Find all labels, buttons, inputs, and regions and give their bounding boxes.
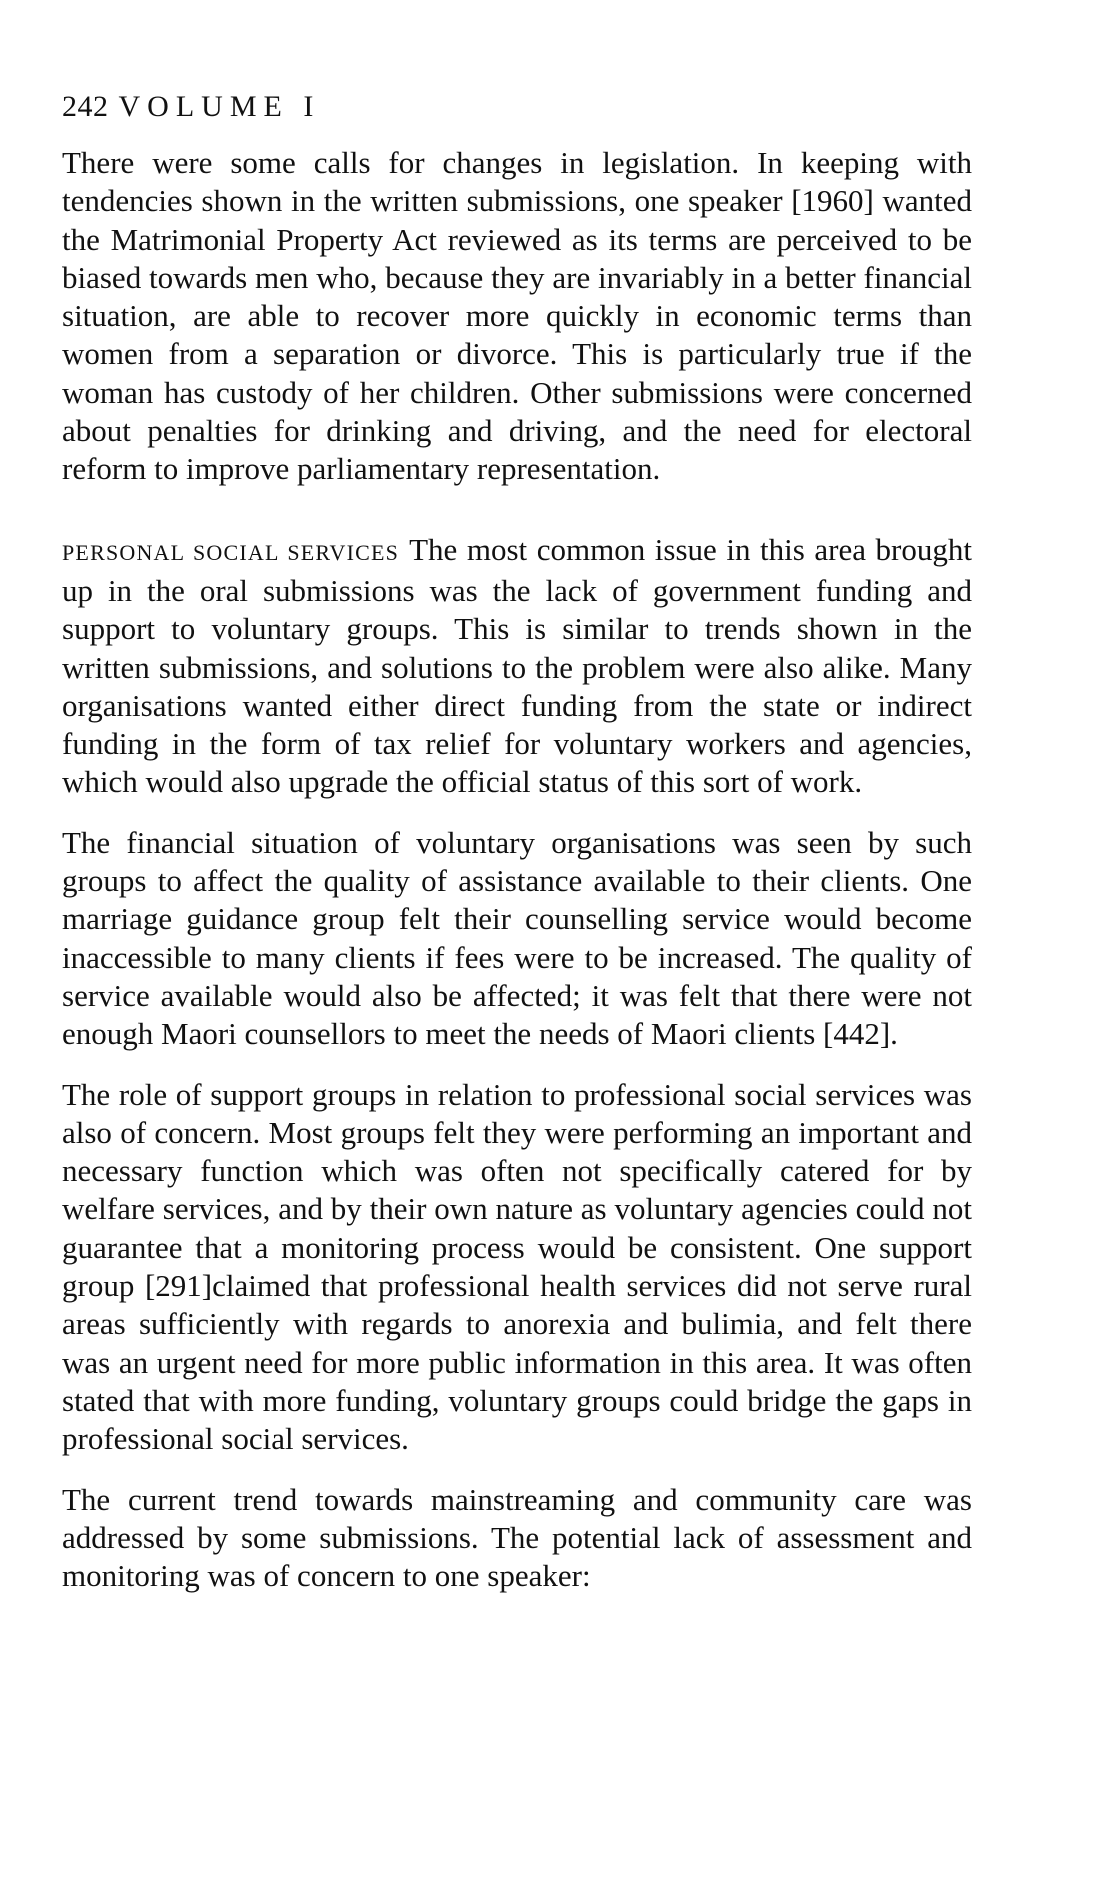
paragraph-body: The most common issue in this area brought up in the oral submissions was the lack of government funding and support to voluntary groups. This is similar to trends shown in the written submissions, and solutions to the problem were also alike. Many organisations wanted either direct funding from the state or indirect funding in the form of tax relief for voluntary workers and agencies, which would also upgrade the official status of this sort of work.	[62, 531, 972, 800]
page-number: 242	[62, 90, 109, 123]
document-page	[62, 88, 972, 1595]
running-head	[62, 88, 972, 126]
paragraph-support-groups: The role of support groups in relation to professional social services was also of concern. Most groups felt they were performing an important and necessary function which was often not specifically catered for by welfare services, and by their own nature as voluntary agencies could not guarantee that a monitoring process would be consistent. One support group [291]claimed that professional health services did not serve rural areas sufficiently with regards to anorexia and bulimia, and felt there was an urgent need for more public information in this area. It was often stated that with more funding, voluntary groups could bridge the gaps in professional social services.	[62, 1076, 972, 1457]
paragraph-mainstreaming: The current trend towards mainstreaming and community care was addressed by some submissions. The potential lack of assessment and monitoring was of concern to one speaker:	[62, 1481, 972, 1594]
paragraph-financial-situation: The financial situation of voluntary organisations was seen by such groups to affect the quality of assistance available to their clients. One marriage guidance group felt their counselling service would become inaccessible to many clients if fees were to be increased. The quality of service available would also be affected; it was felt that there were not enough Maori counsellors to meet the needs of Maori clients [442].	[62, 824, 972, 1052]
paragraph-personal-social-services	[62, 531, 972, 802]
section-heading: PERSONAL SOCIAL SERVICES	[62, 539, 400, 565]
paragraph-legislation: There were some calls for changes in legislation. In keeping with tendencies shown in the written submissions, one speaker [1960] wanted the Matrimonial Property Act reviewed as its terms are perceived to be biased towards men who, because they are invariably in a better financial situation, are able to recover more quickly in economic terms than women from a separation or divorce. This is particularly true if the woman has custody of her children. Other submissions were concerned about penalties for drinking and driving, and the need for electoral reform to improve parliamentary representation.	[62, 145, 972, 487]
volume-label: VOLUME I	[118, 90, 321, 123]
